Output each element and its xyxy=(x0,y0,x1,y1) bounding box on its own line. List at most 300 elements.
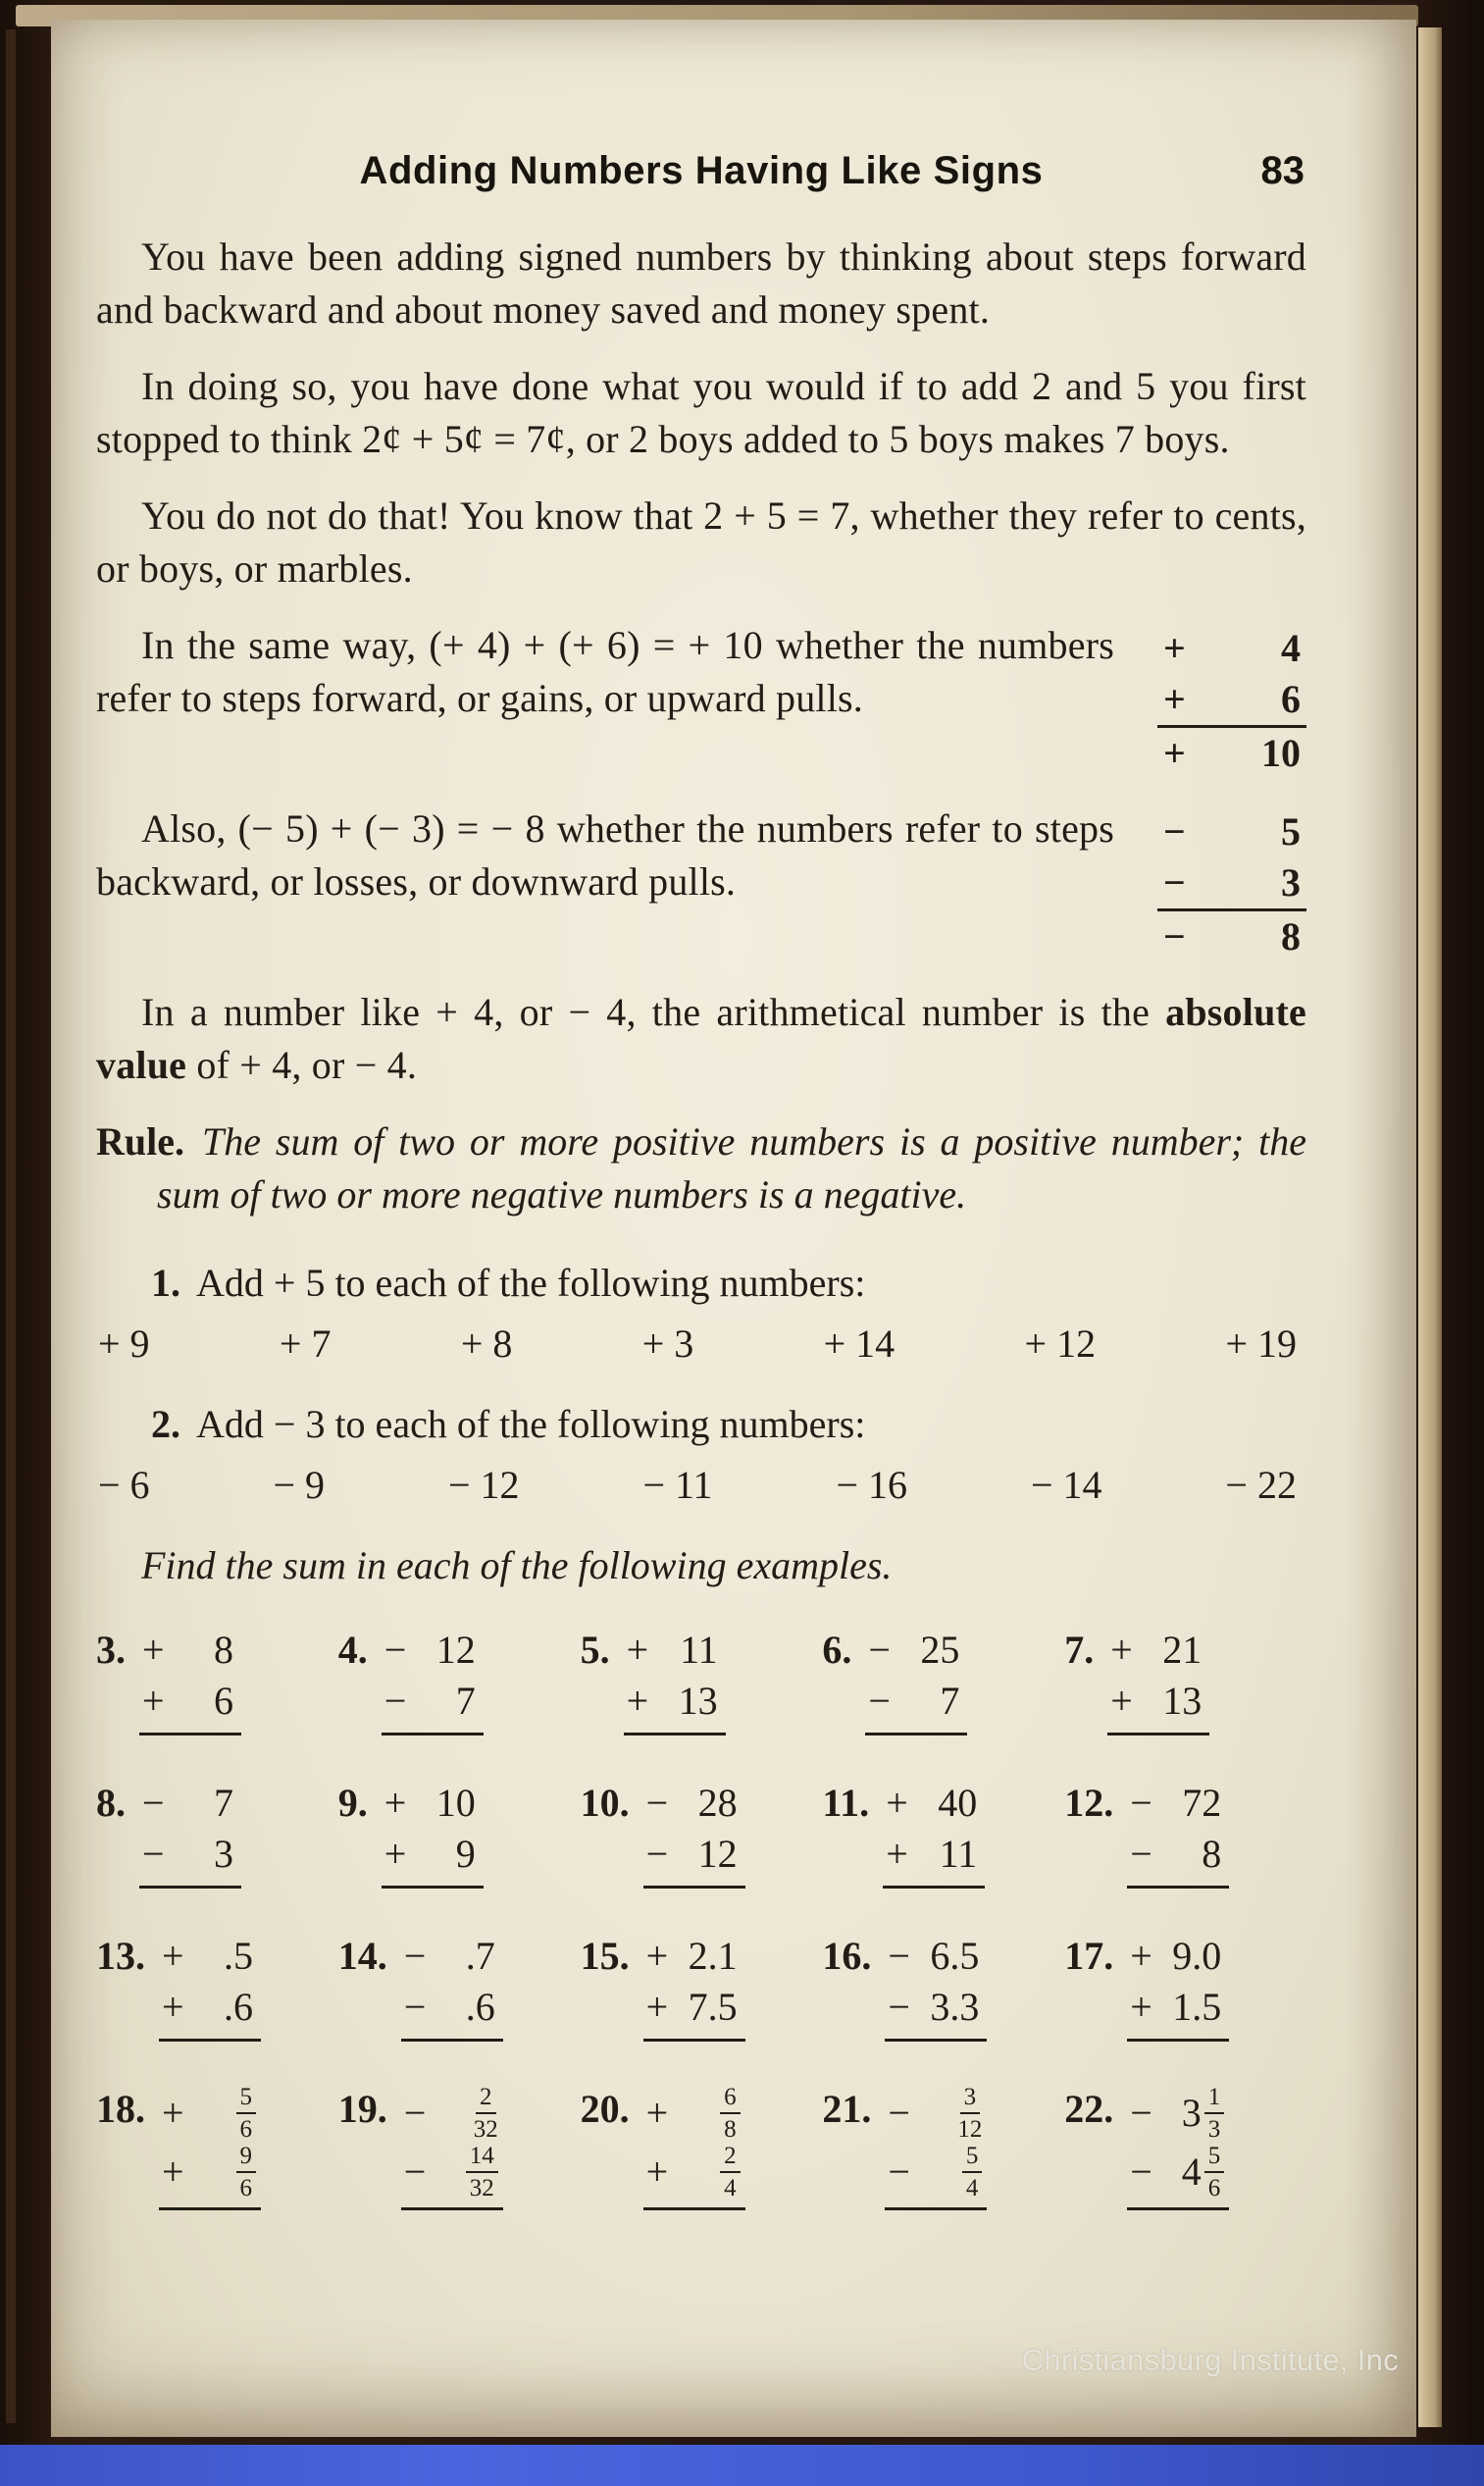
exercise-value: − 9 xyxy=(273,1463,326,1507)
operand-row xyxy=(1107,1677,1209,1735)
find-sum-instruction: Find the sum in each of the following examples. xyxy=(141,1543,893,1587)
number: 8 xyxy=(1202,1832,1222,1876)
fraction-denominator: 3 xyxy=(1207,2116,1221,2143)
problem-operands xyxy=(883,1779,985,1889)
operand-row xyxy=(643,2085,745,2144)
sign: + xyxy=(1163,731,1186,775)
fraction xyxy=(474,2085,498,2142)
magnitude xyxy=(930,1983,982,2032)
addend-row xyxy=(1157,857,1306,908)
fraction xyxy=(720,2144,741,2201)
magnitude xyxy=(214,1779,236,1828)
operand-row xyxy=(624,1626,726,1677)
magnitude xyxy=(1172,1932,1224,1981)
number: 4 xyxy=(1281,626,1301,670)
page-number: 83 xyxy=(1260,149,1305,192)
addition-problem xyxy=(96,1779,338,1889)
problem-operands xyxy=(643,1779,745,1889)
fraction-denominator: 12 xyxy=(957,2116,983,2143)
bold-term-absolute-value: absolute value xyxy=(96,990,1306,1087)
magnitude xyxy=(224,1983,256,2032)
magnitude xyxy=(720,2085,741,2142)
sign: − xyxy=(142,1832,165,1876)
fraction xyxy=(236,2085,257,2142)
problem-operands xyxy=(865,1626,967,1735)
addend-row xyxy=(1157,674,1306,725)
exercise-2 xyxy=(96,1398,1306,1512)
magnitude xyxy=(214,1830,236,1879)
operand-row xyxy=(382,1626,484,1677)
book-page-edges xyxy=(1418,27,1442,2427)
problem-operands xyxy=(401,1932,503,2042)
fraction-numerator: 2 xyxy=(720,2144,741,2173)
exercise-value: + 3 xyxy=(641,1321,694,1366)
addition-problem xyxy=(581,1932,823,2042)
paragraph-intro-5: Also, (− 5) + (− 3) = − 8 whether the numbers refer to steps backward, or losses, or downward pulls. xyxy=(96,806,1114,904)
sign: + xyxy=(1163,677,1186,721)
number: 7.5 xyxy=(688,1985,738,2029)
paragraph-intro-4: In the same way, (+ 4) + (+ 6) = + 10 whether the numbers refer to steps forward, or gains, or upward pulls. xyxy=(96,623,1114,720)
fraction-denominator: 8 xyxy=(724,2116,737,2143)
number: 3 xyxy=(214,1832,233,1876)
sign: − xyxy=(1130,2091,1152,2135)
fraction-denominator: 4 xyxy=(965,2175,979,2201)
problem-number: 7. xyxy=(1064,1628,1095,1672)
number: 10 xyxy=(1261,731,1301,775)
sign: + xyxy=(1110,1679,1133,1723)
sign: + xyxy=(1110,1628,1133,1672)
addition-problem xyxy=(338,1626,581,1735)
magnitude xyxy=(940,1830,981,1879)
operand-row xyxy=(883,1830,985,1889)
magnitude xyxy=(689,1932,741,1981)
operand-row xyxy=(382,1677,484,1735)
addend-row xyxy=(1157,806,1306,857)
magnitude xyxy=(920,1626,962,1675)
sign: − xyxy=(888,1934,910,1978)
fraction xyxy=(957,2085,982,2142)
number: 13 xyxy=(678,1679,718,1723)
sign: − xyxy=(645,1781,669,1825)
exercise-1-heading xyxy=(96,1257,1306,1310)
operand-row xyxy=(139,1779,241,1830)
paragraph-text-pre: In a number like + 4, or − 4, the arithmetical number is the xyxy=(141,990,1166,1034)
addition-problem xyxy=(1064,2085,1306,2210)
addition-problem xyxy=(581,1626,823,1735)
number: 6.5 xyxy=(930,1934,980,1978)
exercise-2-heading xyxy=(96,1398,1306,1451)
magnitude xyxy=(224,1932,256,1981)
sign: + xyxy=(142,1628,165,1672)
problem-number: 21. xyxy=(822,2087,872,2131)
problem-operands xyxy=(401,2085,503,2210)
problem-number: 9. xyxy=(337,1781,368,1825)
addition-problem xyxy=(581,2085,823,2210)
fraction-numerator: 5 xyxy=(962,2144,983,2173)
magnitude xyxy=(698,1779,741,1828)
sign: − xyxy=(384,1679,407,1723)
problem-operands xyxy=(885,2085,987,2210)
fraction-numerator: 6 xyxy=(720,2085,741,2114)
operand-row xyxy=(159,2085,261,2144)
fraction xyxy=(1204,2085,1225,2142)
problem-number: 13. xyxy=(96,1934,145,1978)
addition-problem xyxy=(822,1779,1064,1889)
magnitude xyxy=(962,2144,983,2201)
problem-number: 14. xyxy=(337,1934,387,1978)
problems-grid xyxy=(96,1626,1306,2210)
operand-row xyxy=(159,1932,261,1983)
sign: + xyxy=(626,1679,649,1723)
problem-operands xyxy=(1127,1932,1229,2042)
exercise-value: − 12 xyxy=(447,1463,520,1507)
number: 4 xyxy=(1181,2149,1202,2194)
exercise-value: − 6 xyxy=(98,1463,150,1507)
addition-problem xyxy=(822,1626,1064,1735)
fraction-denominator: 6 xyxy=(239,2116,252,2143)
addition-problem xyxy=(581,1779,823,1889)
paragraph-intro-1: You have been adding signed numbers by thinking about steps forward and backward and about money saved and money spent. xyxy=(96,234,1306,332)
problem-operands xyxy=(1107,1626,1209,1735)
vertical-addition-negative xyxy=(1157,806,1306,962)
number: 7 xyxy=(214,1781,233,1825)
addition-problem xyxy=(96,1626,338,1735)
problem-operands xyxy=(885,1932,987,2042)
magnitude xyxy=(236,2085,257,2142)
sign: − xyxy=(403,2149,427,2194)
sign: + xyxy=(142,1679,165,1723)
problem-operands xyxy=(159,1932,261,2042)
operand-row xyxy=(1127,1932,1229,1983)
operand-row xyxy=(139,1830,241,1889)
problem-operands xyxy=(643,1932,745,2042)
operand-row xyxy=(1107,1626,1209,1677)
sign: − xyxy=(1130,1832,1152,1876)
problem-operands xyxy=(382,1779,484,1889)
sign: − xyxy=(1130,1781,1152,1825)
number: 13 xyxy=(1162,1679,1203,1723)
fraction xyxy=(962,2144,983,2201)
sign: + xyxy=(162,1934,184,1978)
paragraph-text-post: of + 4, or − 4. xyxy=(186,1043,418,1087)
paragraph-with-negative-example xyxy=(96,803,1306,962)
sign: − xyxy=(1130,2149,1152,2194)
problem-number: 20. xyxy=(580,2087,630,2131)
exercise-1-number: 1. xyxy=(151,1261,180,1305)
exercise-value: + 19 xyxy=(1225,1321,1297,1366)
sign: + xyxy=(162,1985,184,2029)
page-content xyxy=(51,20,1416,2437)
addition-problem xyxy=(1064,1779,1306,1889)
problem-operands xyxy=(139,1779,241,1889)
book-edge-left xyxy=(6,29,16,2423)
number: 6 xyxy=(1281,677,1301,721)
sign: + xyxy=(162,2091,184,2135)
number: 7 xyxy=(940,1679,960,1723)
sign: − xyxy=(142,1781,165,1825)
sign: − xyxy=(868,1628,891,1672)
watermark: Christiansburg Institute, Inc xyxy=(1021,2343,1399,2377)
paragraph-intro-2: In doing so, you have done what you would if to add 2 and 5 you first stopped to think 2¢ + 5¢ = 7¢, or 2 boys added to 5 boys makes 7 boys. xyxy=(96,364,1306,461)
problem-operands xyxy=(159,2085,261,2210)
exercise-value: + 9 xyxy=(98,1321,150,1366)
number: 3 xyxy=(1281,860,1301,905)
problem-number: 16. xyxy=(822,1934,872,1978)
sign: + xyxy=(645,2149,669,2194)
problem-number: 10. xyxy=(580,1781,630,1825)
magnitude xyxy=(957,2085,982,2142)
operand-row xyxy=(883,1779,985,1830)
number: 8 xyxy=(1281,914,1301,958)
number: 7 xyxy=(455,1679,476,1723)
exercise-value: − 11 xyxy=(642,1463,713,1507)
sign: + xyxy=(1130,1985,1152,2029)
operand-row xyxy=(1127,2085,1229,2144)
magnitude xyxy=(456,1830,479,1879)
problem-operands xyxy=(139,1626,241,1735)
exercise-1-values xyxy=(96,1318,1306,1371)
sum-row xyxy=(1157,908,1306,962)
operand-row xyxy=(401,2085,503,2144)
magnitude xyxy=(466,1932,498,1981)
addition-problem xyxy=(822,1932,1064,2042)
problem-number: 12. xyxy=(1064,1781,1114,1825)
sign: + xyxy=(645,2091,669,2135)
magnitude xyxy=(698,1830,741,1879)
vertical-addition-positive xyxy=(1157,623,1306,779)
operand-row xyxy=(159,1983,261,2042)
magnitude xyxy=(436,1779,479,1828)
magnitude xyxy=(930,1932,982,1981)
problem-number: 15. xyxy=(580,1934,630,1978)
number: .6 xyxy=(465,1985,495,2029)
fraction xyxy=(236,2144,257,2201)
number: 8 xyxy=(214,1628,233,1672)
sign: − xyxy=(403,1934,427,1978)
book-page xyxy=(51,20,1416,2437)
exercise-2-number: 2. xyxy=(151,1402,180,1446)
sign: − xyxy=(888,1985,910,2029)
magnitude xyxy=(720,2144,741,2201)
sign: + xyxy=(162,2149,184,2194)
exercise-1-text: Add + 5 to each of the following numbers: xyxy=(196,1261,866,1305)
sign: − xyxy=(1163,860,1186,905)
magnitude xyxy=(436,1626,479,1675)
problem-operands xyxy=(1127,2085,1229,2210)
sign: + xyxy=(626,1628,649,1672)
operand-row xyxy=(643,1983,745,2042)
addend-row xyxy=(1157,623,1306,674)
operand-row xyxy=(643,1932,745,1983)
sign: − xyxy=(403,2091,427,2135)
operand-row xyxy=(1127,1779,1229,1830)
number: 25 xyxy=(920,1628,960,1672)
number: .5 xyxy=(224,1934,253,1978)
problem-operands xyxy=(1127,1779,1229,1889)
sign: − xyxy=(868,1679,891,1723)
magnitude xyxy=(456,1677,479,1726)
magnitude xyxy=(214,1626,236,1675)
sign: + xyxy=(645,1985,669,2029)
sign: + xyxy=(384,1781,407,1825)
addition-problem xyxy=(338,2085,581,2210)
problem-operands xyxy=(382,1626,484,1735)
sign: + xyxy=(1130,1934,1152,1978)
problem-number: 8. xyxy=(96,1781,126,1825)
number: 40 xyxy=(938,1781,978,1825)
exercise-2-values xyxy=(96,1459,1306,1512)
sign: − xyxy=(888,2091,910,2135)
operand-row xyxy=(885,2085,987,2144)
fraction-denominator: 6 xyxy=(1207,2175,1221,2201)
operand-row xyxy=(1127,1830,1229,1889)
number: 2.1 xyxy=(688,1934,738,1978)
problem-number: 22. xyxy=(1064,2087,1114,2131)
number: 10 xyxy=(435,1781,476,1825)
number: 6 xyxy=(214,1679,233,1723)
paragraph-with-positive-example xyxy=(96,619,1306,779)
number: 9 xyxy=(455,1832,476,1876)
page-title: Adding Numbers Having Like Signs xyxy=(359,149,1044,192)
addition-problem xyxy=(1064,1626,1306,1735)
fraction-numerator: 9 xyxy=(236,2144,257,2173)
fraction-denominator: 32 xyxy=(469,2175,494,2201)
magnitude xyxy=(680,1626,721,1675)
operand-row xyxy=(139,1677,241,1735)
fraction xyxy=(466,2144,498,2201)
fraction-numerator: 3 xyxy=(960,2085,981,2114)
magnitude xyxy=(689,1983,741,2032)
fraction-numerator: 1 xyxy=(1204,2085,1225,2114)
number: 3 xyxy=(1181,2091,1202,2135)
addition-problem xyxy=(96,2085,338,2210)
problem-number: 19. xyxy=(337,2087,387,2131)
number: 5 xyxy=(1281,809,1301,854)
problem-number: 17. xyxy=(1064,1934,1114,1978)
sign: − xyxy=(1163,809,1186,854)
number: .7 xyxy=(465,1934,495,1978)
number: 21 xyxy=(1162,1628,1203,1672)
rule-text: The sum of two or more positive numbers is a positive number; the sum of two or more negative numbers is a negative. xyxy=(157,1119,1306,1217)
problem-number: 3. xyxy=(96,1628,126,1672)
number: 11 xyxy=(680,1628,718,1672)
magnitude xyxy=(1162,1626,1204,1675)
fraction-denominator: 32 xyxy=(473,2116,498,2143)
page-header xyxy=(96,149,1306,193)
sign: + xyxy=(886,1832,908,1876)
magnitude xyxy=(466,1983,498,2032)
problem-number: 18. xyxy=(96,2087,145,2131)
sign: − xyxy=(888,2149,910,2194)
exercise-2-text: Add − 3 to each of the following numbers: xyxy=(196,1402,866,1446)
scanner-bed-strip xyxy=(0,2445,1484,2486)
operand-row xyxy=(401,2144,503,2210)
problem-operands xyxy=(624,1626,726,1735)
sign: + xyxy=(645,1934,669,1978)
sign: + xyxy=(1163,626,1186,670)
operand-row xyxy=(401,1932,503,1983)
magnitude xyxy=(214,1677,236,1726)
sign: + xyxy=(384,1832,407,1876)
exercise-value: − 16 xyxy=(836,1463,908,1507)
paragraph-intro-3: You do not do that! You know that 2 + 5 = 7, whether they refer to cents, or boys, or marbles. xyxy=(96,493,1306,591)
number: 9.0 xyxy=(1172,1934,1222,1978)
magnitude xyxy=(466,2144,498,2201)
operand-row xyxy=(139,1626,241,1677)
paragraph-absolute-value xyxy=(96,986,1306,1092)
operand-row xyxy=(885,1932,987,1983)
rule-label: Rule. xyxy=(96,1119,184,1164)
operand-row xyxy=(1127,2144,1229,2210)
number: 12 xyxy=(697,1832,738,1876)
problem-number: 4. xyxy=(337,1628,368,1672)
operand-row xyxy=(865,1626,967,1677)
fraction-numerator: 14 xyxy=(466,2144,498,2173)
exercise-value: + 14 xyxy=(823,1321,896,1366)
magnitude xyxy=(1182,1779,1224,1828)
operand-row xyxy=(865,1677,967,1735)
rule-statement xyxy=(96,1115,1306,1221)
operand-row xyxy=(885,2144,987,2210)
sign: − xyxy=(384,1628,407,1672)
number: 12 xyxy=(435,1628,476,1672)
operand-row xyxy=(643,1779,745,1830)
fraction xyxy=(1204,2144,1225,2201)
exercise-value: + 7 xyxy=(279,1321,332,1366)
addition-problem xyxy=(96,1932,338,2042)
exercise-1 xyxy=(96,1257,1306,1371)
exercise-value: − 22 xyxy=(1225,1463,1297,1507)
exercise-value: + 8 xyxy=(460,1321,513,1366)
magnitude xyxy=(940,1677,962,1726)
operand-row xyxy=(159,2144,261,2210)
magnitude xyxy=(938,1779,980,1828)
sign: − xyxy=(645,1832,669,1876)
number: 28 xyxy=(697,1781,738,1825)
problem-number: 11. xyxy=(822,1781,870,1825)
number: .6 xyxy=(224,1985,253,2029)
magnitude xyxy=(1182,2144,1225,2201)
addition-problem xyxy=(1064,1932,1306,2042)
sign: + xyxy=(886,1781,908,1825)
number: 72 xyxy=(1182,1781,1222,1825)
magnitude xyxy=(1182,2085,1225,2142)
addition-problem xyxy=(338,1932,581,2042)
problem-number: 6. xyxy=(822,1628,852,1672)
number: 3.3 xyxy=(930,1985,980,2029)
fraction xyxy=(720,2085,741,2142)
number: 1.5 xyxy=(1172,1985,1222,2029)
sign: − xyxy=(1163,914,1186,958)
fraction-numerator: 2 xyxy=(476,2085,496,2114)
magnitude xyxy=(679,1677,721,1726)
fraction-denominator: 4 xyxy=(724,2175,737,2201)
magnitude xyxy=(1202,1830,1224,1879)
sum-row xyxy=(1157,725,1306,779)
operand-row xyxy=(1127,1983,1229,2042)
operand-row xyxy=(643,2144,745,2210)
fraction-numerator: 5 xyxy=(1204,2144,1225,2173)
exercise-value: − 14 xyxy=(1030,1463,1102,1507)
magnitude xyxy=(1162,1677,1204,1726)
operand-row xyxy=(382,1779,484,1830)
operand-row xyxy=(624,1677,726,1735)
problem-operands xyxy=(643,2085,745,2210)
magnitude xyxy=(474,2085,498,2142)
number: 11 xyxy=(939,1832,978,1876)
fraction-numerator: 5 xyxy=(236,2085,257,2114)
addition-problem xyxy=(338,1779,581,1889)
